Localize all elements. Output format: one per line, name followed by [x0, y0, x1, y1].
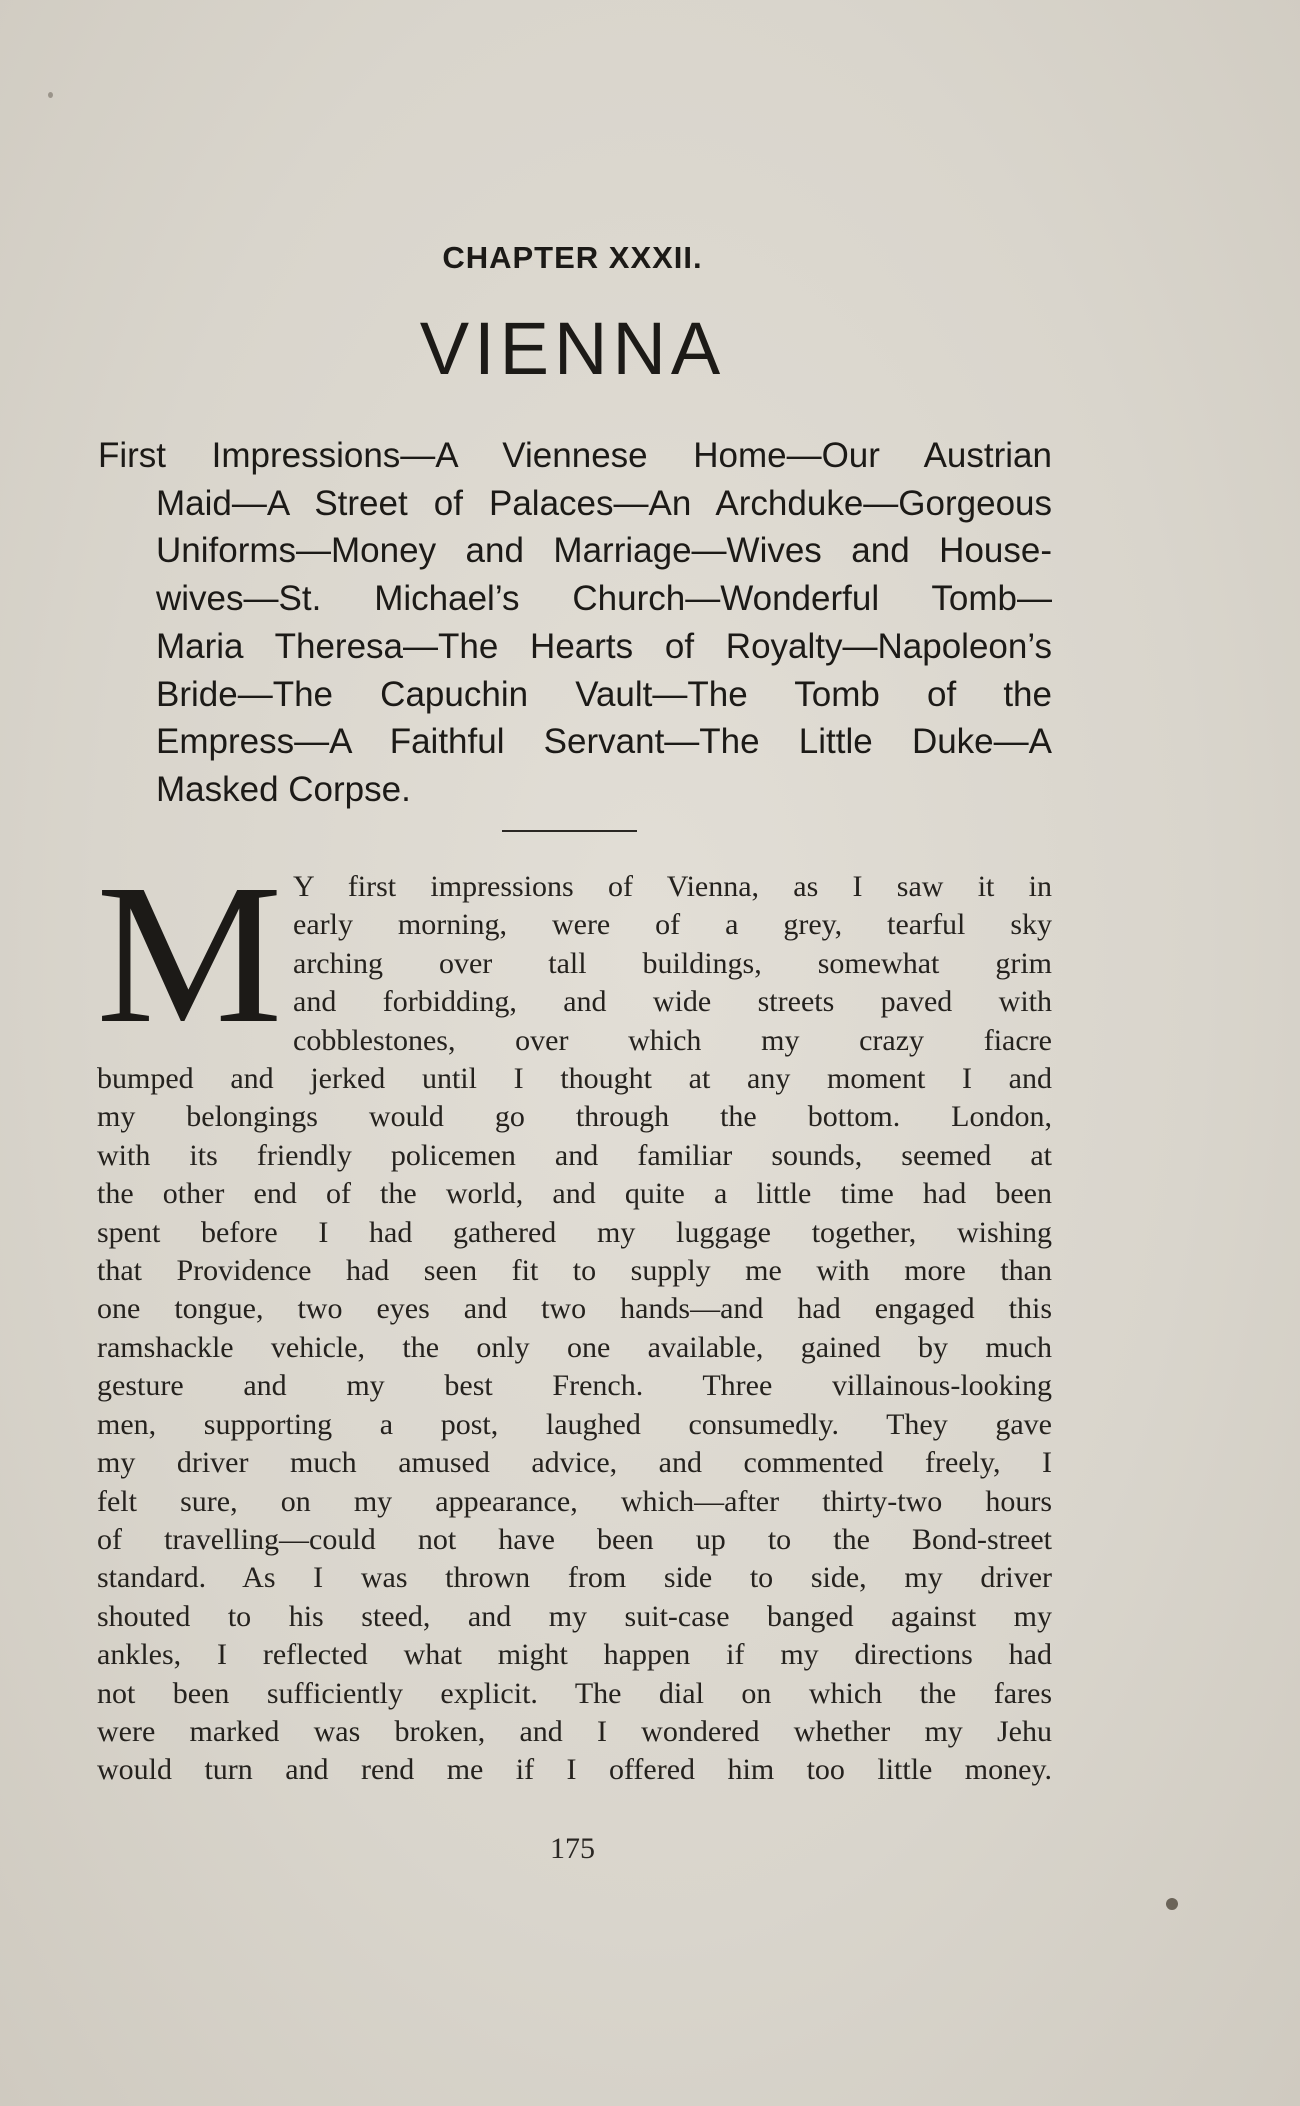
- synopsis-line: Uniforms—Money and Marriage—Wives and House-: [156, 531, 1052, 571]
- body-line: my driver much amused advice, and commented freely, I: [97, 1446, 1052, 1480]
- body-line: standard. As I was thrown from side to side, my driver: [97, 1561, 1052, 1595]
- synopsis-line: Maid—A Street of Palaces—An Archduke—Gorgeous: [156, 483, 1052, 523]
- body-line: would turn and rend me if I offered him too little money.: [97, 1753, 1052, 1787]
- body-line: cobblestones, over which my crazy fiacre: [293, 1023, 1052, 1057]
- body-line: were marked was broken, and I wondered whether my Jehu: [97, 1714, 1052, 1748]
- paper-speck: [1166, 1898, 1178, 1910]
- body-line: arching over tall buildings, somewhat grim: [293, 946, 1052, 980]
- body-line: one tongue, two eyes and two hands—and had engaged this: [97, 1292, 1052, 1326]
- synopsis-line: Masked Corpse.: [156, 769, 411, 809]
- body-line: Y first impressions of Vienna, as I saw it in: [293, 870, 1052, 903]
- paper-speck: [48, 92, 53, 98]
- section-divider: [502, 830, 637, 832]
- body-line: of travelling—could not have been up to the Bond-street: [97, 1522, 1052, 1556]
- body-line: spent before I had gathered my luggage together, wishing: [97, 1215, 1052, 1249]
- synopsis-line: Maria Theresa—The Hearts of Royalty—Napoleon’s: [156, 626, 1052, 666]
- body-line: my belongings would go through the bottom. London,: [97, 1100, 1052, 1134]
- body-line: not been sufficiently explicit. The dial on which the fares: [97, 1676, 1052, 1710]
- synopsis-line: wives—St. Michael’s Church—Wonderful Tomb—: [156, 579, 1052, 619]
- body-line: the other end of the world, and quite a little time had been: [97, 1177, 1052, 1211]
- chapter-title: VIENNA: [419, 307, 726, 390]
- body-line: ankles, I reflected what might happen if my directions had: [97, 1638, 1052, 1672]
- chapter-heading: CHAPTER XXXII.: [442, 240, 703, 275]
- drop-cap: M: [96, 844, 283, 1065]
- body-paragraph: [97, 868, 1052, 1790]
- chapter-synopsis: [98, 432, 1052, 814]
- body-line: that Providence had seen fit to supply me with more than: [97, 1254, 1052, 1288]
- body-line: bumped and jerked until I thought at any moment I and: [97, 1062, 1052, 1096]
- body-line: gesture and my best French. Three villainous-looking: [97, 1369, 1052, 1403]
- body-line: with its friendly policemen and familiar sounds, seemed at: [97, 1138, 1052, 1172]
- body-line: shouted to his steed, and my suit-case banged against my: [97, 1599, 1052, 1633]
- page-number: 175: [550, 1832, 595, 1865]
- synopsis-line: First Impressions—A Viennese Home—Our Austrian: [98, 436, 1052, 475]
- body-line: felt sure, on my appearance, which—after thirty-two hours: [97, 1484, 1052, 1518]
- body-line: ramshackle vehicle, the only one available, gained by much: [97, 1330, 1052, 1364]
- body-line: men, supporting a post, laughed consumedly. They gave: [97, 1407, 1052, 1441]
- synopsis-line: Empress—A Faithful Servant—The Little Duke—A: [156, 722, 1052, 762]
- synopsis-line: Bride—The Capuchin Vault—The Tomb of the: [156, 674, 1052, 714]
- body-line: and forbidding, and wide streets paved with: [293, 985, 1052, 1019]
- body-line: early morning, were of a grey, tearful sky: [293, 908, 1052, 942]
